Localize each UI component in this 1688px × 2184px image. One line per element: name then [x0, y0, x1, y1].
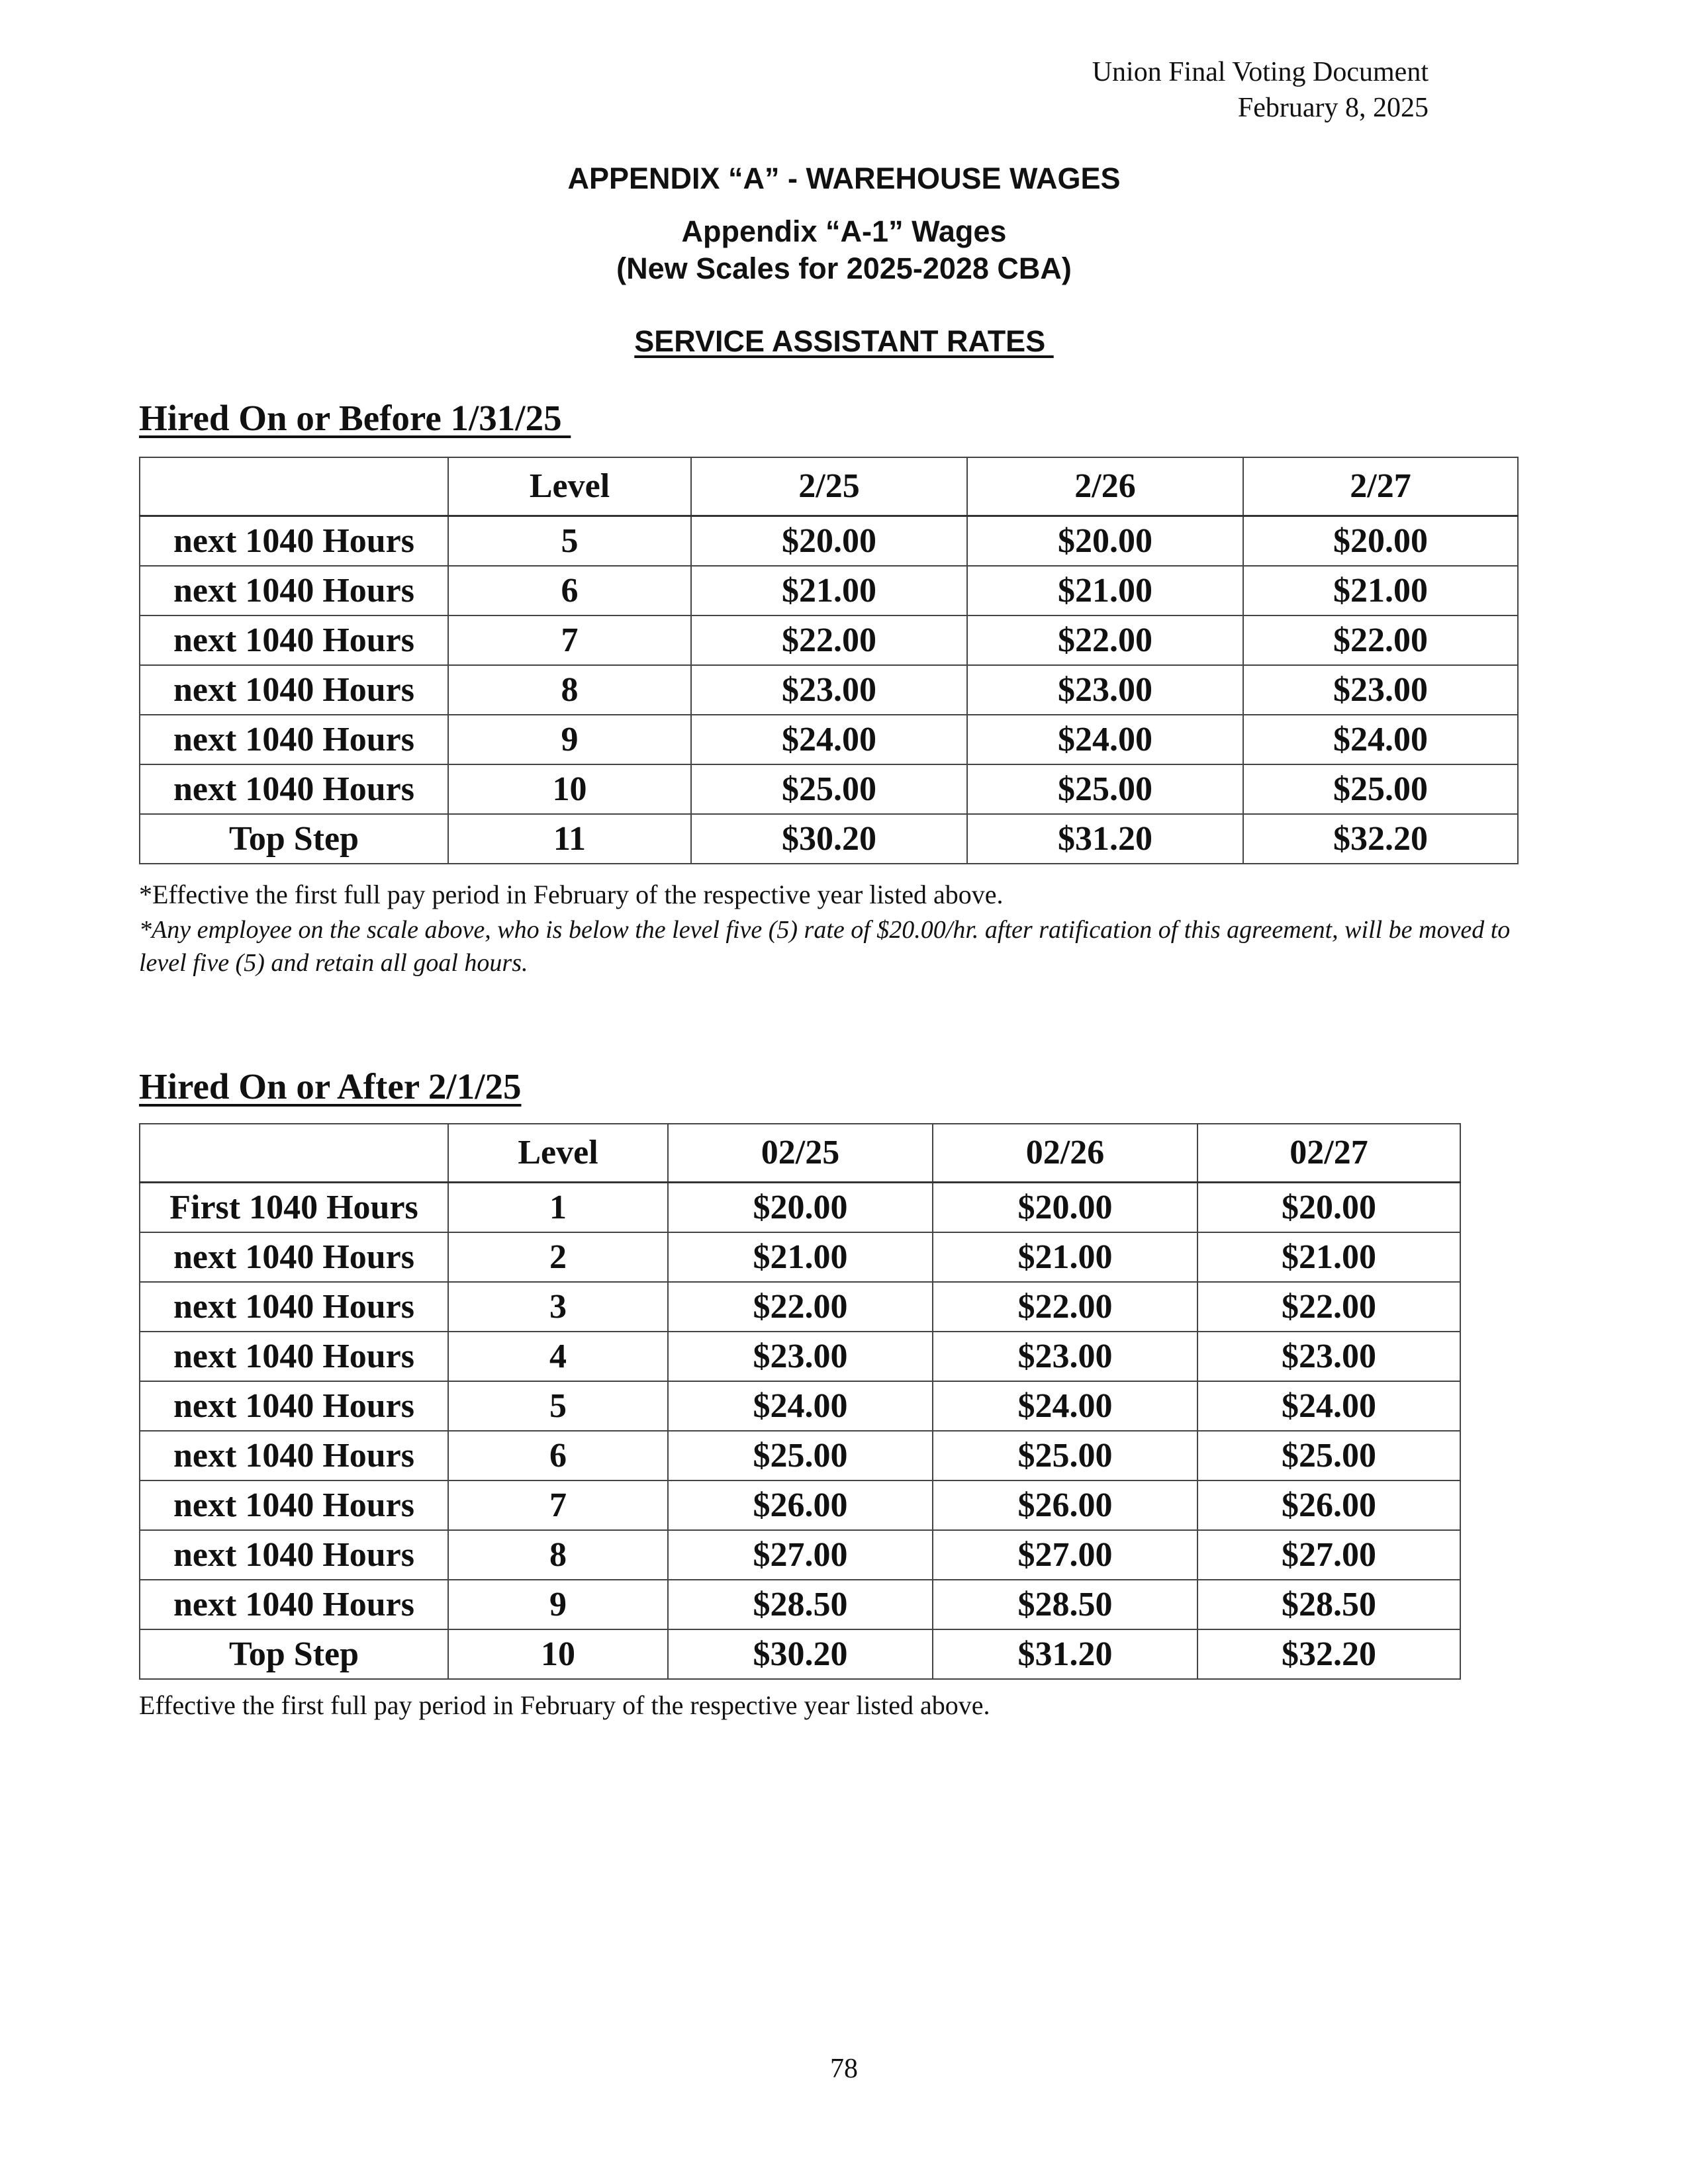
table1-heading: Hired On or Before 1/31/25 [139, 398, 571, 438]
row-level: 3 [448, 1282, 668, 1332]
row-label: next 1040 Hours [140, 1480, 448, 1530]
row-rate-period-3: $23.00 [1243, 665, 1518, 715]
row-rate-period-1: $20.00 [668, 1183, 933, 1233]
row-label: next 1040 Hours [140, 665, 448, 715]
table-row [140, 1431, 1460, 1480]
row-rate-period-1: $25.00 [691, 764, 967, 814]
header-cell-period-3: 02/27 [1197, 1124, 1460, 1183]
section-title [0, 324, 1688, 359]
row-label: next 1040 Hours [140, 1580, 448, 1629]
row-rate-period-1: $30.20 [668, 1629, 933, 1679]
row-rate-period-3: $28.50 [1197, 1580, 1460, 1629]
row-label: next 1040 Hours [140, 1381, 448, 1431]
row-level: 6 [448, 1431, 668, 1480]
row-rate-period-2: $22.00 [967, 615, 1243, 665]
table-row [140, 1629, 1460, 1679]
row-rate-period-2: $20.00 [933, 1183, 1197, 1233]
row-rate-period-3: $25.00 [1243, 764, 1518, 814]
table-row [140, 764, 1518, 814]
row-rate-period-2: $27.00 [933, 1530, 1197, 1580]
row-rate-period-3: $23.00 [1197, 1332, 1460, 1381]
row-rate-period-3: $20.00 [1197, 1183, 1460, 1233]
table-row [140, 1530, 1460, 1580]
table-row [140, 566, 1518, 615]
row-label: next 1040 Hours [140, 615, 448, 665]
header-cell-blank [140, 1124, 448, 1183]
header-cell-period-2: 02/26 [933, 1124, 1197, 1183]
row-rate-period-1: $24.00 [668, 1381, 933, 1431]
row-level: 5 [448, 516, 691, 567]
row-level: 10 [448, 764, 691, 814]
row-level: 11 [448, 814, 691, 864]
wage-table-before [139, 457, 1519, 864]
row-level: 6 [448, 566, 691, 615]
row-label: next 1040 Hours [140, 1232, 448, 1282]
row-rate-period-3: $26.00 [1197, 1480, 1460, 1530]
table-row [140, 615, 1518, 665]
row-rate-period-3: $21.00 [1197, 1232, 1460, 1282]
row-rate-period-3: $32.20 [1243, 814, 1518, 864]
row-label: next 1040 Hours [140, 1332, 448, 1381]
row-label: next 1040 Hours [140, 1431, 448, 1480]
row-level: 8 [448, 665, 691, 715]
table1-note-ratification: *Any employee on the scale above, who is below the level five (5) rate of $20.00/hr. after ratification of this agreement, will be moved to level five (5) and retain all goal hours. [139, 916, 1511, 977]
row-rate-period-2: $23.00 [967, 665, 1243, 715]
row-rate-period-2: $21.00 [967, 566, 1243, 615]
header-cell-period-3: 2/27 [1243, 457, 1518, 516]
row-level: 8 [448, 1530, 668, 1580]
row-rate-period-3: $27.00 [1197, 1530, 1460, 1580]
row-label: Top Step [140, 814, 448, 864]
row-level: 1 [448, 1183, 668, 1233]
row-level: 5 [448, 1381, 668, 1431]
table-row [140, 1332, 1460, 1381]
row-level: 9 [448, 1580, 668, 1629]
row-rate-period-2: $22.00 [933, 1282, 1197, 1332]
row-rate-period-2: $28.50 [933, 1580, 1197, 1629]
row-rate-period-1: $25.00 [668, 1431, 933, 1480]
table2-heading: Hired On or After 2/1/25 [139, 1066, 522, 1107]
row-rate-period-3: $20.00 [1243, 516, 1518, 567]
row-level: 9 [448, 715, 691, 764]
row-rate-period-1: $23.00 [668, 1332, 933, 1381]
row-label: next 1040 Hours [140, 1282, 448, 1332]
header-line-2: February 8, 2025 [1237, 93, 1429, 123]
row-rate-period-2: $23.00 [933, 1332, 1197, 1381]
row-rate-period-2: $25.00 [933, 1431, 1197, 1480]
table-row [140, 1232, 1460, 1282]
row-rate-period-2: $24.00 [933, 1381, 1197, 1431]
table-row [140, 1480, 1460, 1530]
wage-table-after-body [140, 1124, 1460, 1679]
row-rate-period-1: $21.00 [668, 1232, 933, 1282]
row-rate-period-1: $30.20 [691, 814, 967, 864]
wage-table-before-body [140, 457, 1518, 864]
row-rate-period-3: $32.20 [1197, 1629, 1460, 1679]
row-rate-period-1: $26.00 [668, 1480, 933, 1530]
row-rate-period-1: $27.00 [668, 1530, 933, 1580]
header-cell-blank [140, 457, 448, 516]
row-rate-period-3: $25.00 [1197, 1431, 1460, 1480]
row-label: Top Step [140, 1629, 448, 1679]
appendix-subtitle [0, 213, 1688, 287]
row-rate-period-1: $23.00 [691, 665, 967, 715]
header-cell-period-1: 2/25 [691, 457, 967, 516]
table2-note-effective: Effective the first full pay period in February of the respective year listed above. [139, 1690, 990, 1720]
row-rate-period-3: $22.00 [1197, 1282, 1460, 1332]
row-level: 7 [448, 1480, 668, 1530]
table-row [140, 1282, 1460, 1332]
row-rate-period-2: $20.00 [967, 516, 1243, 567]
table-row [140, 665, 1518, 715]
row-level: 4 [448, 1332, 668, 1381]
header-line-1: Union Final Voting Document [1092, 57, 1429, 87]
row-rate-period-2: $31.20 [933, 1629, 1197, 1679]
row-rate-period-3: $21.00 [1243, 566, 1518, 615]
header-cell-period-2: 2/26 [967, 457, 1243, 516]
subtitle-line-2: (New Scales for 2025-2028 CBA) [616, 251, 1072, 285]
row-rate-period-2: $24.00 [967, 715, 1243, 764]
row-label: next 1040 Hours [140, 715, 448, 764]
header-cell-level: Level [448, 457, 691, 516]
row-rate-period-3: $24.00 [1243, 715, 1518, 764]
header-cell-period-1: 02/25 [668, 1124, 933, 1183]
appendix-title: APPENDIX “A” - WAREHOUSE WAGES [567, 161, 1121, 195]
row-rate-period-1: $21.00 [691, 566, 967, 615]
table-row [140, 1580, 1460, 1629]
table1-note-effective: *Effective the first full pay period in February of the respective year listed above. [139, 880, 1004, 909]
header-cell-level: Level [448, 1124, 668, 1183]
table-row [140, 715, 1518, 764]
row-rate-period-3: $24.00 [1197, 1381, 1460, 1431]
row-level: 7 [448, 615, 691, 665]
row-label: First 1040 Hours [140, 1183, 448, 1233]
row-rate-period-2: $21.00 [933, 1232, 1197, 1282]
row-rate-period-1: $28.50 [668, 1580, 933, 1629]
table-row [140, 1381, 1460, 1431]
page-number: 78 [830, 2054, 858, 2084]
row-rate-period-3: $22.00 [1243, 615, 1518, 665]
section-title-text: SERVICE ASSISTANT RATES [634, 324, 1054, 358]
subtitle-line-1: Appendix “A-1” Wages [681, 214, 1007, 248]
row-rate-period-2: $25.00 [967, 764, 1243, 814]
row-rate-period-1: $22.00 [691, 615, 967, 665]
row-label: next 1040 Hours [140, 516, 448, 567]
row-rate-period-1: $22.00 [668, 1282, 933, 1332]
row-label: next 1040 Hours [140, 566, 448, 615]
row-rate-period-2: $31.20 [967, 814, 1243, 864]
row-rate-period-1: $20.00 [691, 516, 967, 567]
row-level: 10 [448, 1629, 668, 1679]
row-level: 2 [448, 1232, 668, 1282]
row-rate-period-2: $26.00 [933, 1480, 1197, 1530]
document-header [1092, 54, 1429, 126]
row-rate-period-1: $24.00 [691, 715, 967, 764]
wage-table-after [139, 1123, 1461, 1680]
table-row [140, 814, 1518, 864]
row-label: next 1040 Hours [140, 764, 448, 814]
table-row [140, 516, 1518, 567]
table-row [140, 1183, 1460, 1233]
row-label: next 1040 Hours [140, 1530, 448, 1580]
table-header-row [140, 457, 1518, 516]
table-header-row [140, 1124, 1460, 1183]
